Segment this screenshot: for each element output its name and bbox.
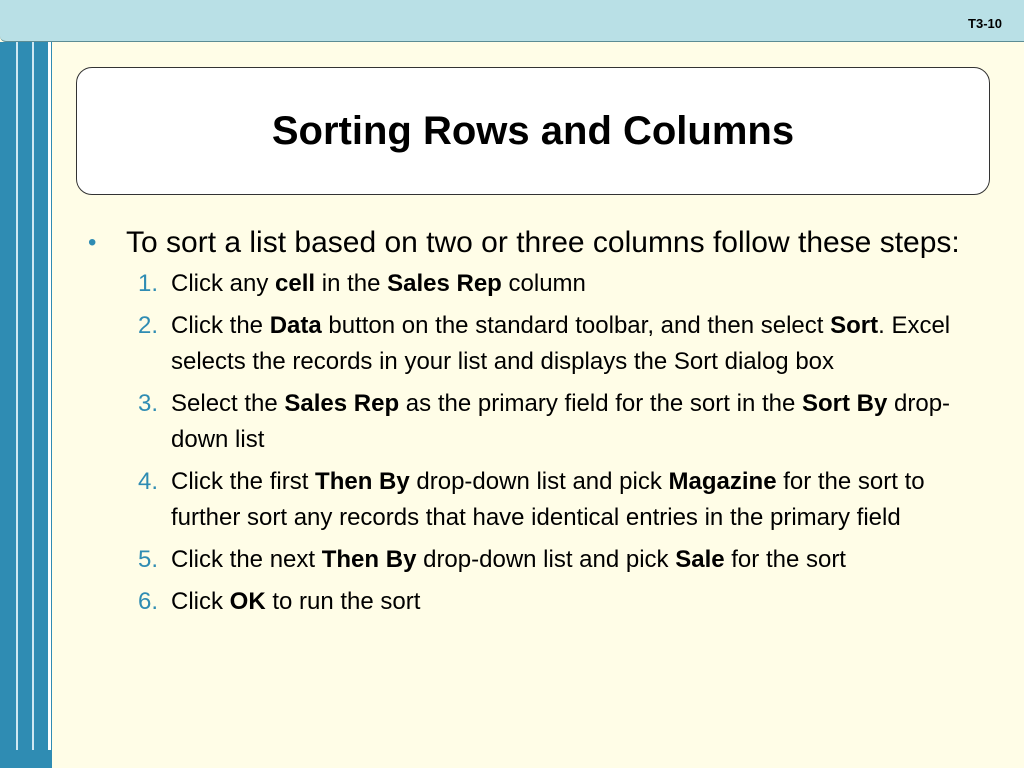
list-item: [138, 542, 998, 578]
step-text: Click the first Then By drop-down list and pick Magazine for the sort to further sort any records that have identical entries in the primary field: [171, 468, 925, 531]
band-stripe: [16, 42, 18, 750]
bullet-text: To sort a list based on two or three columns follow these steps:: [126, 226, 960, 259]
step-text: Click the next Then By drop-down list and pick Sale for the sort: [171, 546, 846, 573]
list-item: [138, 584, 998, 620]
left-decorative-band: [0, 42, 52, 768]
step-text: Click OK to run the sort: [171, 588, 421, 615]
band-stripe: [32, 42, 34, 750]
step-text: Select the Sales Rep as the primary field for the sort in the Sort By drop-down list: [171, 390, 951, 453]
list-item: [138, 266, 998, 302]
list-item: [138, 308, 998, 380]
list-item: [138, 464, 998, 536]
slide-title: Sorting Rows and Columns: [271, 108, 795, 153]
list-item: [138, 386, 998, 458]
step-number: 5.: [138, 546, 159, 573]
main-bullet: [88, 222, 998, 264]
step-number: 4.: [138, 468, 159, 495]
header-band: [0, 0, 1024, 42]
step-number: 3.: [138, 390, 159, 417]
slide-content: [88, 222, 998, 626]
step-text: Click the Data button on the standard toolbar, and then select Sort. Excel selects the records in your list and displays the Sort dialog box: [171, 312, 951, 375]
step-number: 1.: [138, 270, 159, 297]
bullet-icon: •: [88, 229, 97, 256]
slide-number: T3-10: [968, 16, 1002, 31]
title-box: [76, 67, 990, 195]
step-number: 6.: [138, 588, 159, 615]
band-stripe: [48, 42, 51, 750]
step-text: Click any cell in the Sales Rep column: [171, 270, 586, 297]
step-number: 2.: [138, 312, 159, 339]
steps-list: [138, 266, 998, 620]
